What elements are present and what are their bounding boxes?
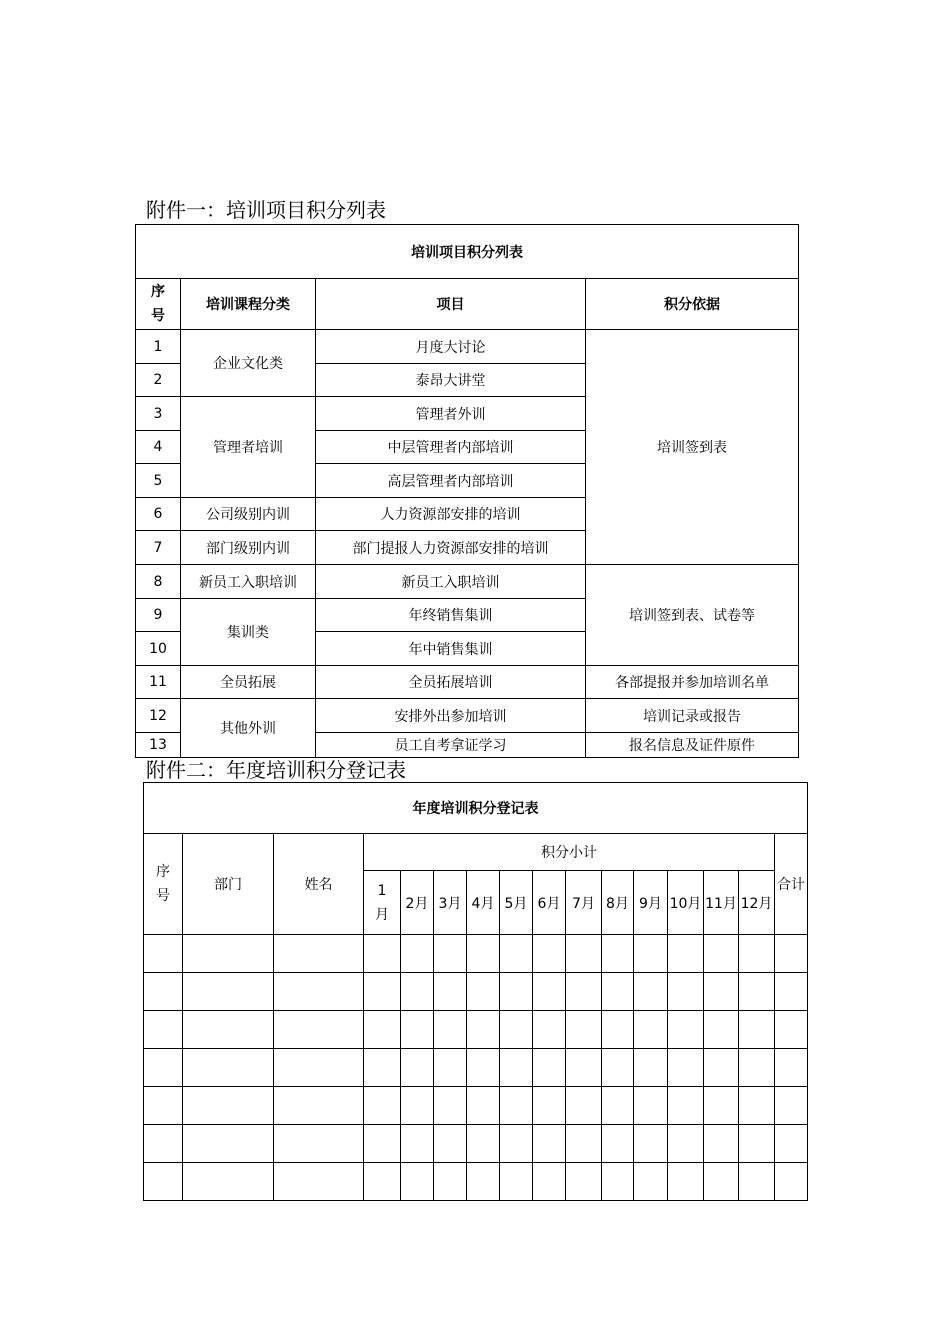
empty-cell	[739, 1011, 775, 1049]
header-basis: 积分依据	[586, 279, 799, 330]
empty-entry-row	[144, 1163, 808, 1201]
training-points-table	[135, 224, 799, 758]
table-row	[136, 565, 799, 599]
annual-points-register-table	[143, 782, 808, 1201]
empty-cell	[144, 973, 183, 1011]
empty-cell	[183, 1049, 274, 1087]
header-subtotal: 积分小计	[364, 834, 775, 871]
row-seq: 6	[136, 498, 181, 531]
empty-cell	[183, 1011, 274, 1049]
empty-cell	[634, 973, 668, 1011]
header-dept: 部门	[183, 834, 274, 935]
row-item: 新员工入职培训	[316, 565, 586, 599]
row-item: 年中销售集训	[316, 632, 586, 666]
row-category: 新员工入职培训	[181, 565, 316, 599]
empty-cell	[739, 1049, 775, 1087]
row-seq: 4	[136, 431, 181, 464]
empty-cell	[500, 1125, 533, 1163]
empty-cell	[668, 935, 704, 973]
header-month-2: 2月	[401, 871, 434, 935]
empty-cell	[602, 935, 634, 973]
empty-cell	[668, 973, 704, 1011]
empty-cell	[704, 935, 739, 973]
empty-cell	[467, 1087, 500, 1125]
row-category: 集训类	[181, 599, 316, 666]
table-row	[136, 330, 799, 364]
empty-cell	[533, 1125, 566, 1163]
empty-cell	[274, 1125, 364, 1163]
empty-cell	[467, 1011, 500, 1049]
table-title: 年度培训积分登记表	[144, 783, 808, 834]
empty-cell	[364, 1125, 401, 1163]
empty-cell	[467, 973, 500, 1011]
empty-cell	[566, 973, 602, 1011]
empty-cell	[500, 973, 533, 1011]
empty-cell	[566, 1163, 602, 1201]
empty-cell	[144, 935, 183, 973]
header-month-11: 11月	[704, 871, 739, 935]
empty-cell	[634, 1125, 668, 1163]
empty-cell	[183, 1125, 274, 1163]
row-category: 公司级别内训	[181, 498, 316, 531]
empty-cell	[775, 1011, 808, 1049]
row-category: 管理者培训	[181, 397, 316, 498]
annex1-heading: 附件一：培训项目积分列表	[146, 198, 386, 222]
row-item: 中层管理者内部培训	[316, 431, 586, 464]
row-basis: 培训记录或报告	[586, 699, 799, 733]
empty-cell	[401, 973, 434, 1011]
row-item: 人力资源部安排的培训	[316, 498, 586, 531]
empty-cell	[634, 1163, 668, 1201]
empty-cell	[434, 1011, 467, 1049]
empty-cell	[566, 1087, 602, 1125]
header-month-7: 7月	[566, 871, 602, 935]
row-category: 其他外训	[181, 699, 316, 758]
empty-cell	[364, 935, 401, 973]
empty-cell	[739, 935, 775, 973]
empty-cell	[401, 1163, 434, 1201]
empty-cell	[364, 973, 401, 1011]
empty-cell	[500, 935, 533, 973]
table-row	[136, 666, 799, 699]
empty-cell	[566, 1049, 602, 1087]
empty-cell	[434, 1087, 467, 1125]
row-item: 员工自考拿证学习	[316, 733, 586, 758]
empty-cell	[401, 1049, 434, 1087]
empty-cell	[467, 1125, 500, 1163]
empty-cell	[634, 935, 668, 973]
empty-cell	[704, 1049, 739, 1087]
empty-cell	[602, 1125, 634, 1163]
row-seq: 1	[136, 330, 181, 364]
empty-cell	[183, 1087, 274, 1125]
empty-cell	[467, 1049, 500, 1087]
empty-cell	[566, 1125, 602, 1163]
empty-cell	[668, 1049, 704, 1087]
row-item: 年终销售集训	[316, 599, 586, 632]
header-total: 合计	[775, 834, 808, 935]
empty-cell	[401, 1011, 434, 1049]
empty-cell	[500, 1163, 533, 1201]
empty-entry-row	[144, 935, 808, 973]
empty-cell	[602, 1011, 634, 1049]
row-category: 企业文化类	[181, 330, 316, 397]
empty-cell	[704, 1163, 739, 1201]
empty-cell	[401, 935, 434, 973]
empty-cell	[634, 1011, 668, 1049]
table-row	[136, 699, 799, 733]
empty-cell	[533, 1011, 566, 1049]
empty-cell	[775, 1163, 808, 1201]
empty-cell	[401, 1087, 434, 1125]
empty-entry-row	[144, 1087, 808, 1125]
row-item: 管理者外训	[316, 397, 586, 431]
empty-cell	[634, 1049, 668, 1087]
empty-cell	[364, 1087, 401, 1125]
empty-cell	[704, 973, 739, 1011]
empty-cell	[500, 1049, 533, 1087]
row-item: 高层管理者内部培训	[316, 464, 586, 498]
empty-cell	[274, 973, 364, 1011]
empty-cell	[434, 973, 467, 1011]
empty-cell	[434, 1049, 467, 1087]
empty-entry-row	[144, 1011, 808, 1049]
header-month-8: 8月	[602, 871, 634, 935]
empty-cell	[668, 1011, 704, 1049]
empty-cell	[739, 1125, 775, 1163]
empty-cell	[274, 1163, 364, 1201]
empty-cell	[775, 1087, 808, 1125]
empty-cell	[144, 1163, 183, 1201]
header-name: 姓名	[274, 834, 364, 935]
empty-cell	[668, 1125, 704, 1163]
row-seq: 2	[136, 364, 181, 397]
empty-cell	[434, 1125, 467, 1163]
header-month-12: 12月	[739, 871, 775, 935]
empty-cell	[500, 1011, 533, 1049]
empty-cell	[634, 1087, 668, 1125]
row-item: 月度大讨论	[316, 330, 586, 364]
header-seq: 序 号	[136, 279, 181, 330]
annex2-heading: 附件二：年度培训积分登记表	[146, 758, 406, 782]
empty-cell	[364, 1163, 401, 1201]
row-basis: 报名信息及证件原件	[586, 733, 799, 758]
empty-cell	[144, 1087, 183, 1125]
empty-cell	[144, 1125, 183, 1163]
empty-cell	[704, 1125, 739, 1163]
empty-cell	[739, 973, 775, 1011]
row-item: 部门提报人力资源部安排的培训	[316, 531, 586, 565]
row-seq: 5	[136, 464, 181, 498]
empty-cell	[704, 1011, 739, 1049]
empty-cell	[668, 1087, 704, 1125]
header-month-3: 3月	[434, 871, 467, 935]
empty-cell	[533, 1163, 566, 1201]
empty-cell	[274, 1049, 364, 1087]
row-basis: 培训签到表	[586, 330, 799, 565]
empty-cell	[739, 1163, 775, 1201]
header-month-1: 1 月	[364, 871, 401, 935]
header-seq: 序 号	[144, 834, 183, 935]
empty-entry-row	[144, 1125, 808, 1163]
empty-cell	[566, 935, 602, 973]
empty-cell	[775, 1049, 808, 1087]
empty-cell	[183, 935, 274, 973]
empty-cell	[144, 1011, 183, 1049]
empty-cell	[533, 1049, 566, 1087]
row-item: 泰昂大讲堂	[316, 364, 586, 397]
empty-cell	[183, 973, 274, 1011]
row-seq: 9	[136, 599, 181, 632]
empty-cell	[183, 1163, 274, 1201]
empty-cell	[775, 973, 808, 1011]
empty-cell	[144, 1049, 183, 1087]
empty-cell	[274, 935, 364, 973]
empty-cell	[704, 1087, 739, 1125]
header-item: 项目	[316, 279, 586, 330]
header-month-4: 4月	[467, 871, 500, 935]
header-month-10: 10月	[668, 871, 704, 935]
empty-cell	[739, 1087, 775, 1125]
empty-cell	[467, 1163, 500, 1201]
empty-cell	[602, 1163, 634, 1201]
empty-cell	[602, 1087, 634, 1125]
empty-cell	[364, 1011, 401, 1049]
row-seq: 12	[136, 699, 181, 733]
empty-cell	[775, 1125, 808, 1163]
table-title: 培训项目积分列表	[136, 225, 799, 279]
empty-cell	[533, 973, 566, 1011]
empty-entry-row	[144, 1049, 808, 1087]
row-basis: 各部提报并参加培训名单	[586, 666, 799, 699]
empty-entry-row	[144, 973, 808, 1011]
empty-cell	[602, 1049, 634, 1087]
row-item: 全员拓展培训	[316, 666, 586, 699]
row-seq: 13	[136, 733, 181, 758]
header-category: 培训课程分类	[181, 279, 316, 330]
empty-cell	[533, 1087, 566, 1125]
empty-cell	[274, 1087, 364, 1125]
empty-cell	[602, 973, 634, 1011]
empty-cell	[434, 1163, 467, 1201]
empty-cell	[533, 935, 566, 973]
header-month-5: 5月	[500, 871, 533, 935]
empty-cell	[500, 1087, 533, 1125]
row-seq: 3	[136, 397, 181, 431]
empty-cell	[566, 1011, 602, 1049]
empty-cell	[274, 1011, 364, 1049]
row-seq: 11	[136, 666, 181, 699]
empty-cell	[668, 1163, 704, 1201]
empty-cell	[364, 1049, 401, 1087]
empty-cell	[434, 935, 467, 973]
row-basis: 培训签到表、试卷等	[586, 565, 799, 666]
row-category: 部门级别内训	[181, 531, 316, 565]
row-item: 安排外出参加培训	[316, 699, 586, 733]
empty-cell	[775, 935, 808, 973]
row-category: 全员拓展	[181, 666, 316, 699]
empty-cell	[401, 1125, 434, 1163]
header-month-9: 9月	[634, 871, 668, 935]
row-seq: 10	[136, 632, 181, 666]
row-seq: 8	[136, 565, 181, 599]
header-month-6: 6月	[533, 871, 566, 935]
row-seq: 7	[136, 531, 181, 565]
empty-cell	[467, 935, 500, 973]
